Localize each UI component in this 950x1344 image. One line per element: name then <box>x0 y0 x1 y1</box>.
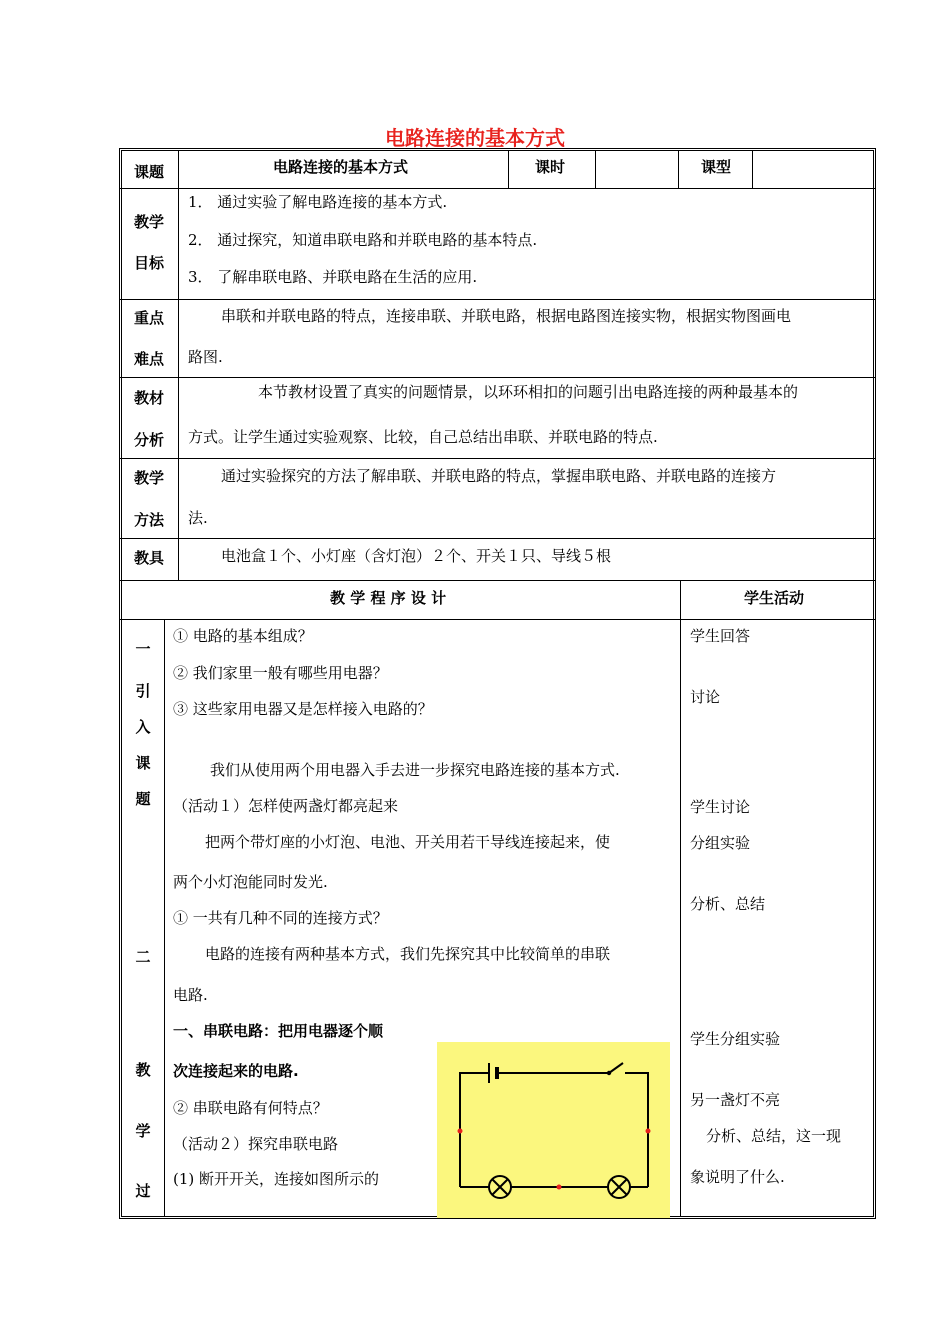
stage-label: 引 <box>135 682 151 700</box>
content-line: （活动２）探究串联电路 <box>173 1135 339 1153</box>
content-line: ② 我们家里一般有哪些用电器？ <box>173 664 388 682</box>
method-label: 教学 <box>134 469 165 487</box>
activity-line: 学生讨论 <box>690 798 751 816</box>
row-divider <box>119 619 876 620</box>
material-text: 方式。让学生通过实验观察、比较，自己总结出串联、并联电路的特点. <box>188 428 658 446</box>
content-line: 两个小灯泡能同时发光. <box>173 873 328 891</box>
key-points-text: 串联和并联电路的特点，连接串联、并联电路，根据电路图连接实物，根据实物图画电 <box>221 307 792 325</box>
stage-label: 题 <box>135 790 151 808</box>
material-label: 教材 <box>134 389 165 407</box>
column-divider <box>178 150 179 580</box>
definition-line: 次连接起来的电路. <box>173 1062 299 1080</box>
column-divider <box>164 620 165 1217</box>
column-divider <box>508 150 509 188</box>
material-label: 分析 <box>134 431 165 449</box>
lamp-icon <box>611 1179 627 1195</box>
switch-icon <box>609 1063 623 1073</box>
row-divider <box>119 188 876 189</box>
stage-label: 一 <box>135 640 151 658</box>
lamp-icon <box>492 1179 508 1195</box>
stage-label: 教 <box>135 1061 151 1079</box>
goal-item: 1． 通过实验了解电路连接的基本方式. <box>188 193 448 211</box>
content-line: ③ 这些家用电器又是怎样接入电路的？ <box>173 700 433 718</box>
topic-label: 课题 <box>134 163 165 181</box>
content-line: ① 一共有几种不同的连接方式？ <box>173 909 388 927</box>
stage-label: 入 <box>135 718 151 736</box>
activity-line: 分析、总结 <box>690 895 766 913</box>
content-line: 电路. <box>173 986 208 1004</box>
activity-line: 另一盏灯不亮 <box>690 1091 781 1109</box>
circuit-svg <box>437 1042 670 1218</box>
activity-line: 分析、总结，这一现 <box>706 1127 842 1145</box>
goals-label: 教学 <box>134 213 165 231</box>
content-line: 把两个带灯座的小灯泡、电池、开关用若干导线连接起来，使 <box>205 833 611 851</box>
goal-item: 3． 了解串联电路、并联电路在生活的应用. <box>188 268 478 286</box>
key-points-text: 路图. <box>188 348 223 366</box>
stage-label: 过 <box>135 1182 151 1200</box>
node-point <box>557 1185 562 1190</box>
topic-value: 电路连接的基本方式 <box>273 158 409 176</box>
node-point <box>458 1129 463 1134</box>
activity-line: 学生回答 <box>690 627 751 645</box>
goals-label: 目标 <box>134 254 165 272</box>
method-text: 通过实验探究的方法了解串联、并联电路的特点，掌握串联电路、并联电路的连接方 <box>221 467 777 485</box>
stage-label: 学 <box>135 1122 151 1140</box>
content-line: ② 串联电路有何特点？ <box>173 1099 328 1117</box>
wire <box>460 1073 489 1187</box>
content-line: (1) 断开开关，连接如图所示的 <box>173 1170 380 1188</box>
column-divider <box>752 150 753 188</box>
page-title: 电路连接的基本方式 <box>385 126 565 150</box>
column-divider <box>595 150 596 188</box>
activity-line: 学生分组实验 <box>690 1030 781 1048</box>
activity-line: 分组实验 <box>690 834 751 852</box>
tools-value: 电池盒１个、小灯座（含灯泡）２个、开关１只、导线５根 <box>221 547 612 565</box>
row-divider <box>119 299 876 300</box>
activity-line: 讨论 <box>690 688 721 706</box>
definition-line: 一、串联电路：把用电器逐个顺 <box>173 1022 384 1040</box>
series-circuit-diagram <box>437 1042 670 1218</box>
row-divider <box>119 538 876 539</box>
content-line: （活动１）怎样使两盏灯都亮起来 <box>173 797 399 815</box>
key-points-label: 难点 <box>134 350 165 368</box>
method-label: 方法 <box>134 511 165 529</box>
content-line: 我们从使用两个用电器入手去进一步探究电路连接的基本方式. <box>210 761 620 779</box>
method-text: 法. <box>188 509 208 527</box>
activity-header: 学生活动 <box>744 589 805 607</box>
type-label: 课型 <box>701 158 732 176</box>
key-points-label: 重点 <box>134 309 165 327</box>
content-line: 电路的连接有两种基本方式，我们先探究其中比较简单的串联 <box>205 945 611 963</box>
material-text: 本节教材设置了真实的问题情景，以环环相扣的问题引出电路连接的两种最基本的 <box>258 383 799 401</box>
design-header: 教 学 程 序 设 计 <box>330 589 447 607</box>
hours-label: 课时 <box>535 158 566 176</box>
node-point <box>646 1129 651 1134</box>
tools-label: 教具 <box>134 549 165 567</box>
switch-contact <box>607 1071 611 1075</box>
wire <box>625 1073 648 1187</box>
goal-item: 2． 通过探究，知道串联电路和并联电路的基本特点. <box>188 231 538 249</box>
row-divider <box>119 580 876 581</box>
row-divider <box>119 377 876 378</box>
column-divider <box>678 150 679 188</box>
activity-line: 象说明了什么. <box>690 1168 785 1186</box>
stage-label: 课 <box>135 754 151 772</box>
column-divider <box>680 581 681 1217</box>
row-divider <box>119 458 876 459</box>
stage-label: 二 <box>135 948 151 966</box>
content-line: ① 电路的基本组成？ <box>173 627 313 645</box>
